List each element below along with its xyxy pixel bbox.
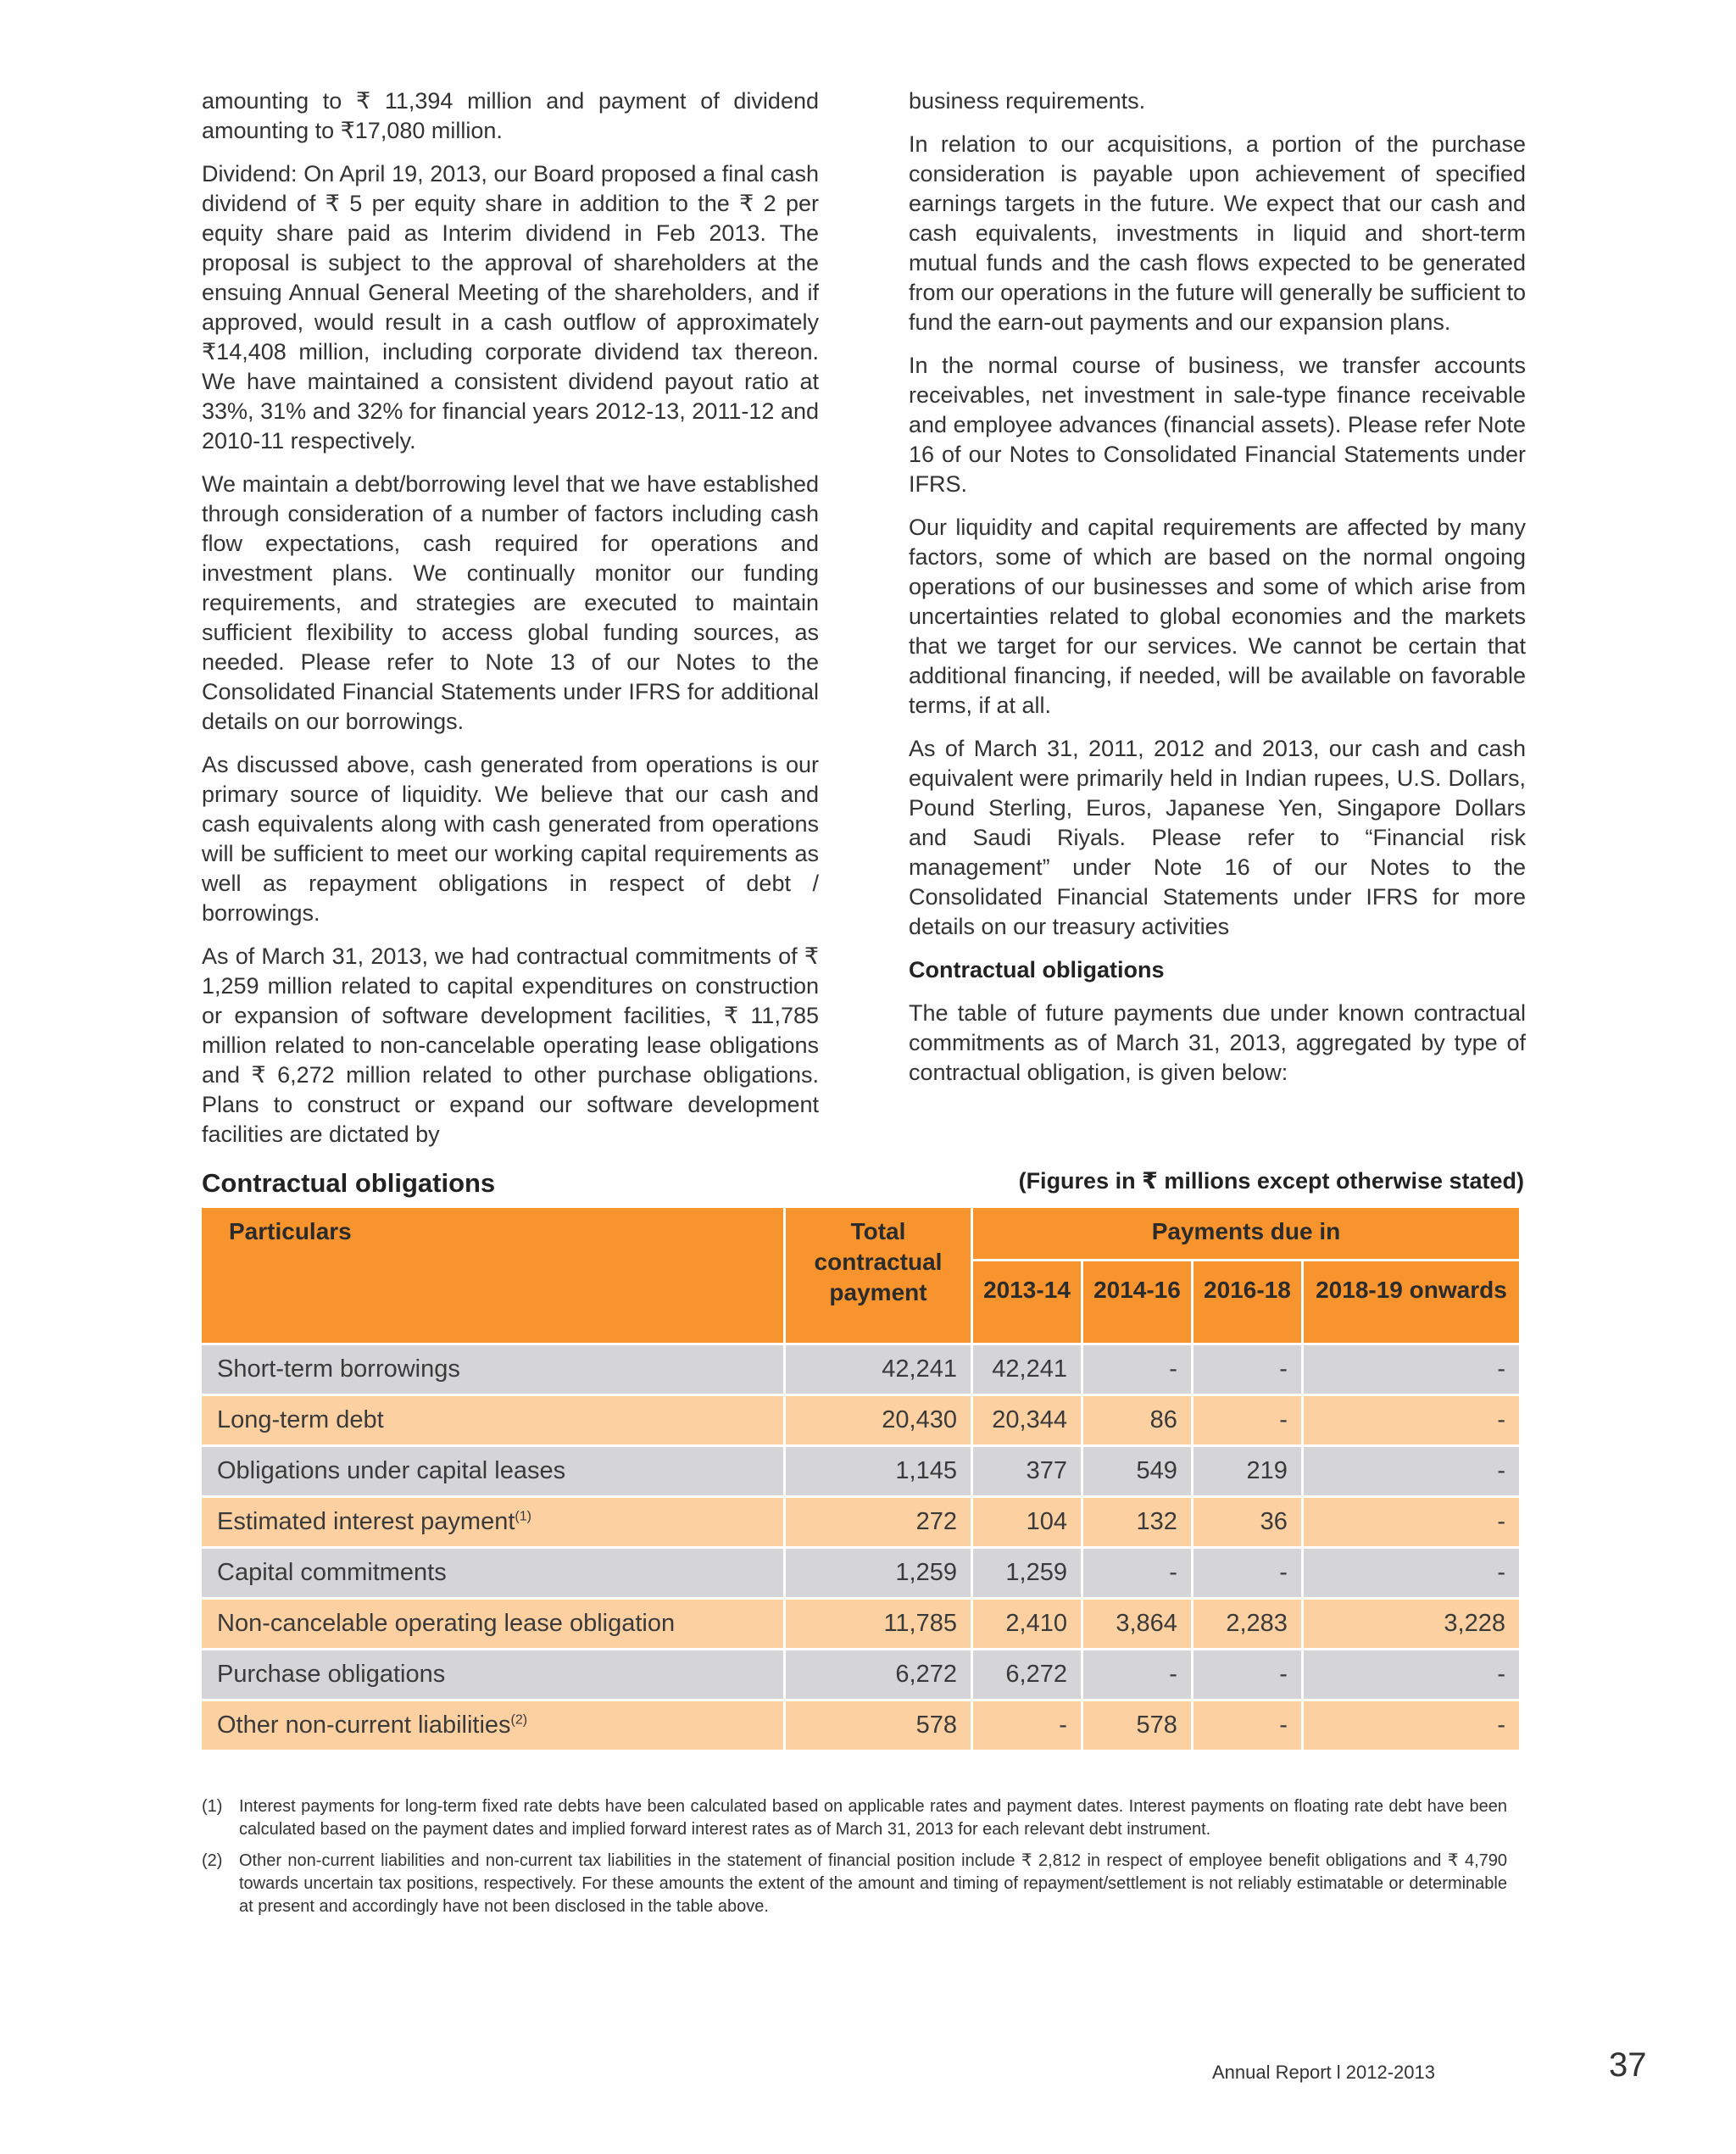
footnote-text: Other non-current liabilities and non-current tax liabilities in the statement of financial position include ₹ 2,812 in respect of employee benefit obligations and ₹ 4,790 towards uncertain tax positions, respectively. For these amounts the extent of the amount and timing of repayment/settlement is not reliably estimatable or determinable at present and accordingly have not been disclosed in the table above. [239,1851,1507,1916]
header-year: 2018-19 onwards [1304,1261,1519,1343]
cell-value: - [1194,1650,1301,1699]
cell-value: 36 [1194,1498,1301,1546]
table-row [202,1447,1519,1495]
cell-total: 6,272 [786,1650,971,1699]
contractual-obligations-table [199,1205,1522,1752]
table-row [202,1396,1519,1444]
cell-value: - [1304,1447,1519,1495]
paragraph: We maintain a debt/borrowing level that we have established through consideration of a number of factors including cash flow expectations, cash required for operations and investment plans. We continually monitor our funding requirements, and strategies are executed to maintain sufficient flexibility to access global funding sources, as needed. Please refer to Note 13 of our Notes to the Consolidated Financial Statements under IFRS for additional details on our borrowings. [202,471,819,734]
cell-value: - [1194,1701,1301,1750]
left-text-column [202,86,819,1163]
row-label: Other non-current liabilities$^{(2)}$ [202,1701,783,1750]
cell-total: 11,785 [786,1600,971,1648]
cell-value: - [973,1701,1081,1750]
row-label: Non-cancelable operating lease obligation [202,1600,783,1648]
cell-value: - [1083,1549,1191,1597]
table-title: Contractual obligations [202,1168,496,1198]
cell-value: 377 [973,1447,1081,1495]
cell-total: 272 [786,1498,971,1546]
row-label: Estimated interest payment$^{(1)}$ [202,1498,783,1546]
cell-value: - [1304,1549,1519,1597]
right-text-column [909,86,1526,1101]
paragraph: The table of future payments due under known contractual commitments as of March 31, 2013, aggregated by type of contractual obligation, is given below: [909,1000,1526,1085]
cell-value: 219 [1194,1447,1301,1495]
cell-value: 549 [1083,1447,1191,1495]
paragraph: In relation to our acquisitions, a portion of the purchase consideration is payable upon achievement of specified earnings targets in the future. We expect that our cash and cash equivalents, investments in liquid and short-term mutual funds and the cash flows expected to be generated from our operations in the future will generally be sufficient to fund the earn-out payments and our expansion plans. [909,131,1526,335]
cell-value: 2,283 [1194,1600,1301,1648]
paragraph: amounting to ₹ 11,394 million and payment of dividend amounting to ₹17,080 million. [202,88,819,143]
cell-value: 86 [1083,1396,1191,1444]
section-heading: Contractual obligations [909,957,1165,982]
page-number: 37 [1609,2046,1647,2084]
header-payments-due: Payments due in [973,1208,1519,1259]
paragraph: business requirements. [909,88,1146,114]
cell-value: 578 [1083,1701,1191,1750]
row-label: Capital commitments [202,1549,783,1597]
paragraph: Dividend: On April 19, 2013, our Board proposed a final cash dividend of ₹ 5 per equity share in addition to the ₹ 2 per equity share paid as Interim dividend in Feb 2013. The proposal is subject to the approval of shareholders at the ensuing Annual General Meeting of the shareholders, and if approved, would result in a cash outflow of approximately ₹14,408 million, including corporate dividend tax thereon. We have maintained a consistent dividend payout ratio at 33%, 31% and 32% for financial years 2012-13, 2011-12 and 2010-11 respectively. [202,161,819,454]
footnote [202,1850,1507,1918]
table-row [202,1498,1519,1546]
paragraph: In the normal course of business, we transfer accounts receivables, net investment in sale-type finance receivable and employee advances (financial assets). Please refer Note 16 of our Notes to Consolidated Financial Statements under IFRS. [909,353,1526,497]
table-row [202,1600,1519,1648]
footnote-text: Interest payments for long-term fixed rate debts have been calculated based on applicable rates and payment dates. Interest payments on floating rate debt have been calculated based on the payment dates and implied forward interest rates as of March 31, 2013 for each relevant debt instrument. [239,1797,1507,1839]
cell-value: 42,241 [973,1345,1081,1394]
row-label: Short-term borrowings [202,1345,783,1394]
table-row [202,1345,1519,1394]
cell-value: - [1194,1345,1301,1394]
cell-value: 6,272 [973,1650,1081,1699]
cell-value: - [1194,1549,1301,1597]
cell-value: 20,344 [973,1396,1081,1444]
footnote [202,1795,1507,1841]
row-label: Long-term debt [202,1396,783,1444]
cell-value: - [1194,1396,1301,1444]
row-label: Obligations under capital leases [202,1447,783,1495]
footnote-number: (2) [202,1851,223,1870]
footnote-marker: (1) [515,1509,531,1524]
header-year: 2013-14 [973,1261,1081,1343]
cell-value: - [1304,1345,1519,1394]
cell-total: 42,241 [786,1345,971,1394]
cell-value: 3,228 [1304,1600,1519,1648]
footnotes [202,1795,1507,1927]
cell-total: 1,145 [786,1447,971,1495]
header-year: 2014-16 [1083,1261,1191,1343]
cell-value: - [1304,1396,1519,1444]
header-total: Total contractual payment [786,1208,971,1343]
cell-value: 104 [973,1498,1081,1546]
paragraph: As of March 31, 2013, we had contractual commitments of ₹ 1,259 million related to capital expenditures on construction or expansion of software development facilities, ₹ 11,785 million related to non-cancelable operating lease obligations and ₹ 6,272 million related to other purchase obligations. Plans to construct or expand our software development facilities are dictated by [202,943,819,1147]
cell-total: 578 [786,1701,971,1750]
header-year: 2016-18 [1194,1261,1301,1343]
cell-value: - [1083,1650,1191,1699]
footnote-marker: (2) [510,1712,528,1728]
table-row [202,1650,1519,1699]
cell-value: - [1304,1701,1519,1750]
table-row [202,1549,1519,1597]
cell-total: 1,259 [786,1549,971,1597]
cell-value: 132 [1083,1498,1191,1546]
cell-value: - [1304,1650,1519,1699]
cell-value: 3,864 [1083,1600,1191,1648]
table-row [202,1701,1519,1750]
footer-report-label: Annual Report l 2012-2013 [1212,2062,1435,2083]
cell-value: 1,259 [973,1549,1081,1597]
paragraph: As discussed above, cash generated from operations is our primary source of liquidity. We believe that our cash and cash equivalents along with cash generated from operations will be sufficient to meet our working capital requirements as well as repayment obligations in respect of debt / borrowings. [202,752,819,926]
table-unit-note: (Figures in ₹ millions except otherwise stated) [1018,1168,1524,1194]
footnote-number: (1) [202,1797,223,1816]
paragraph: Our liquidity and capital requirements are affected by many factors, some of which are based on the normal ongoing operations of our businesses and some of which arise from uncertainties related to global economies and the markets that we target for our services. We cannot be certain that additional financing, if needed, will be available on favorable terms, if at all. [909,515,1526,718]
header-particulars: Particulars [202,1208,783,1343]
cell-value: 2,410 [973,1600,1081,1648]
cell-total: 20,430 [786,1396,971,1444]
paragraph: As of March 31, 2011, 2012 and 2013, our cash and cash equivalent were primarily held in Indian rupees, U.S. Dollars, Pound Sterling, Euros, Japanese Yen, Singapore Dollars and Saudi Riyals. Please refer to “Financial risk management” under Note 16 of our Notes to the Consolidated Financial Statements under IFRS for more details on our treasury activities [909,736,1526,939]
row-label: Purchase obligations [202,1650,783,1699]
cell-value: - [1304,1498,1519,1546]
cell-value: - [1083,1345,1191,1394]
